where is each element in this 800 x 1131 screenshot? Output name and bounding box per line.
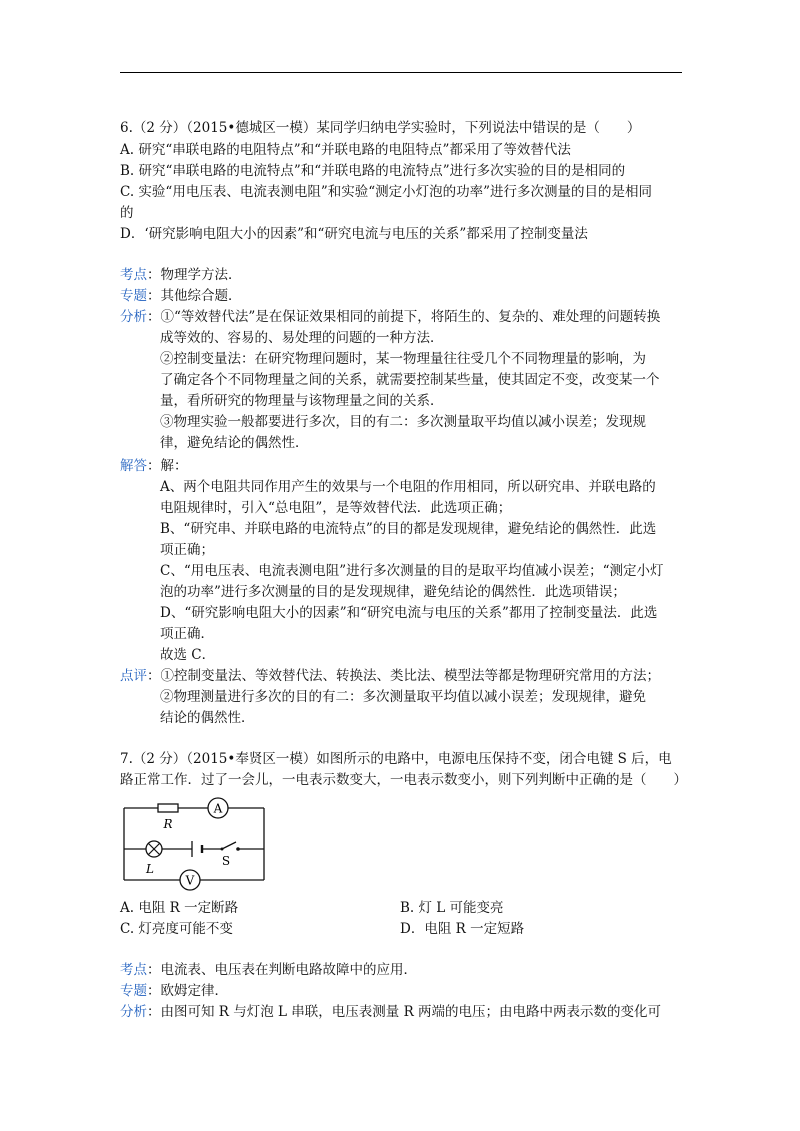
zhuanti-label: 专题 <box>120 983 147 999</box>
q6-dianping <box>120 667 660 685</box>
fenxi-line: ②控制变量法：在研究物理问题时，某一物理量往往受几个不同物理量的影响，为 <box>160 351 646 367</box>
jieda-text: ：解： <box>147 458 188 474</box>
fenxi-line: ③物理实验一般都要进行多次，目的有二：多次测量取平均值以减小误差；发现规 <box>160 414 646 430</box>
jieda-line: 项正确； <box>160 542 214 558</box>
jieda-line: D、“研究影响电阻大小的因素”和“研究电流与电压的关系”都用了控制变量法．此选 <box>160 605 658 621</box>
fenxi-line: 律，避免结论的偶然性． <box>160 435 309 451</box>
zhuanti-text: ：其他综合题． <box>147 288 242 304</box>
kaodian-label: 考点 <box>120 962 147 978</box>
resistor-label: R <box>163 817 173 831</box>
q6-option-a: A. 研究“串联电路的电阻特点”和“并联电路的电阻特点”都采用了等效替代法 <box>120 142 571 158</box>
q7-option-a: A. 电阻 R 一定断路 <box>120 900 239 916</box>
dianping-line: ②物理测量进行多次的目的有二：多次测量取平均值以减小误差；发现规律，避免 <box>160 689 646 705</box>
dianping-text: ：①控制变量法、等效替代法、转换法、类比法、模型法等都是物理研究常用的方法； <box>147 668 660 684</box>
q7-option-c: C. 灯亮度可能不变 <box>120 921 233 937</box>
q6-option-c: C. 实验“用电压表、电流表测电阻”和实验“测定小灯泡的功率”进行多次测量的目的是相同 <box>120 184 653 200</box>
q6-jieda <box>120 457 188 475</box>
jieda-line: 项正确． <box>160 626 214 642</box>
zhuanti-label: 专题 <box>120 288 147 304</box>
fenxi-label: 分析 <box>120 1004 147 1020</box>
q6-option-d: D．‘研究影响电阻大小的因素”和“研究电流与电压的关系”都采用了控制变量法 <box>120 226 588 242</box>
jieda-line: B、“研究串、并联电路的电流特点”的目的都是发现规律，避免结论的偶然性．此选 <box>160 521 657 537</box>
q6-fenxi <box>120 308 660 326</box>
ammeter-label: A <box>213 801 223 816</box>
fenxi-text: ：由图可知 R 与灯泡 L 串联，电压表测量 R 两端的电压；由电路中两表示数的变化可 <box>147 1004 662 1020</box>
dianping-line: 结论的偶然性． <box>160 710 255 726</box>
header-rule <box>120 72 682 73</box>
q7-zhuanti <box>120 982 228 1000</box>
switch-label: S <box>221 854 231 868</box>
switch-s <box>236 847 240 851</box>
q7-option-d: D．电阻 R 一定短路 <box>400 921 525 937</box>
fenxi-text: ：①“等效替代法”是在保证效果相同的前提下，将陌生的、复杂的、难处理的问题转换 <box>147 309 661 325</box>
fenxi-label: 分析 <box>120 309 147 325</box>
jieda-line: C、“用电压表、电流表测电阻”进行多次测量的目的是取平均值减小误差；“测定小灯 <box>160 563 664 579</box>
q7-kaodian <box>120 961 417 979</box>
jieda-line: 电阻规律时，引入“总电阻”，是等效替代法．此选项正确； <box>160 500 512 516</box>
kaodian-text: ：物理学方法． <box>147 267 242 283</box>
kaodian-label: 考点 <box>120 267 147 283</box>
q7-option-b: B. 灯 L 可能变亮 <box>400 900 504 916</box>
q6-option-b: B. 研究“串联电路的电流特点”和“并联电路的电流特点”进行多次实验的目的是相同的 <box>120 163 626 179</box>
resistor-r <box>158 804 178 812</box>
circuit-diagram <box>118 794 278 894</box>
jieda-line: 故选 C． <box>160 647 216 663</box>
q7-stem-line1: 7.（2 分）（2015•奉贤区一模）如图所示的电路中，电源电压保持不变，闭合电键 S 后，电 <box>120 751 672 767</box>
jieda-line: 泡的功率”进行多次测量的目的是发现规律，避免结论的偶然性．此选项错误； <box>160 584 626 600</box>
fenxi-line: 了确定各个不同物理量之间的关系，就需要控制某些量，使其固定不变，改变某一个 <box>160 372 660 388</box>
kaodian-text: ：电流表、电压表在判断电路故障中的应用． <box>147 962 417 978</box>
lamp-l <box>146 841 162 857</box>
q6-kaodian <box>120 266 242 284</box>
voltmeter-label: V <box>185 873 195 888</box>
q7-fenxi <box>120 1003 661 1021</box>
q6-stem: 6.（2 分）（2015•德城区一模）某同学归纳电学实验时，下列说法中错误的是（ ） <box>120 120 641 136</box>
q6-zhuanti <box>120 287 242 305</box>
q7-stem-line2: 路正常工作．过了一会儿，一电表示数变大，一电表示数变小，则下列判断中正确的是（ ） <box>120 772 687 788</box>
fenxi-line: 成等效的、容易的、易处理的问题的一种方法． <box>160 330 444 346</box>
jieda-line: A、两个电阻共同作用产生的效果与一个电阻的作用相同，所以研究串、并联电路的 <box>160 479 656 495</box>
fenxi-line: 量，看所研究的物理量与该物理量之间的关系． <box>160 393 444 409</box>
jieda-label: 解答 <box>120 458 147 474</box>
zhuanti-text: ：欧姆定律． <box>147 983 228 999</box>
dianping-label: 点评 <box>120 668 147 684</box>
lamp-label: L <box>146 862 154 876</box>
q6-option-c-cont: 的 <box>120 205 134 221</box>
